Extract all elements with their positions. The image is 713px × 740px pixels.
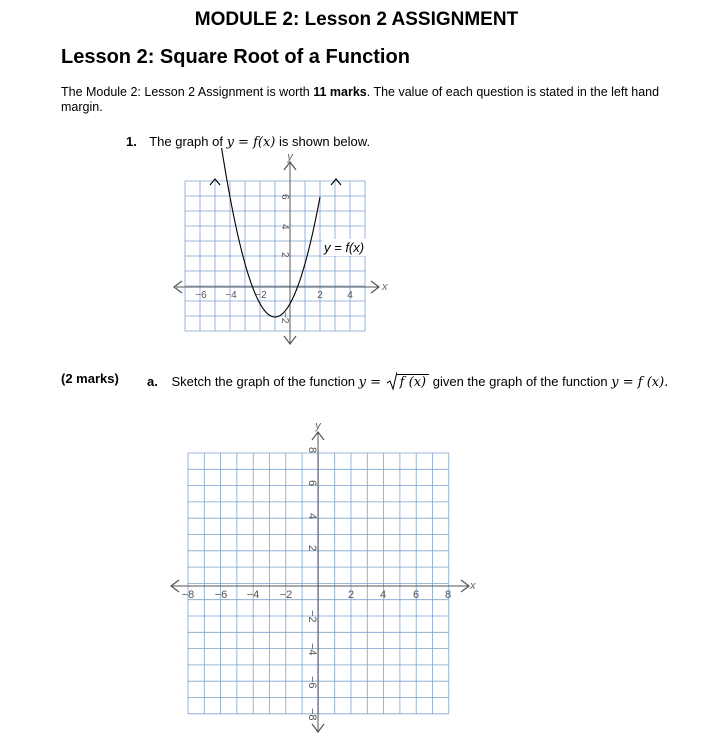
sqrt-expression [387,371,429,391]
intro-text-after: . The value of each question is stated in the left hand margin. [61,85,660,114]
graph-2-y-tick: 8 [306,447,318,454]
graph-2-x-tick: 6 [412,589,420,601]
graph-2-axes [171,432,469,732]
graph-1-y-tick: 4 [279,224,290,230]
graph-2-x-tick: −2 [279,589,293,601]
answer-grid [160,420,490,738]
graph-2-y-tick: 2 [306,545,318,552]
graph-1-x-tick: −4 [225,290,237,301]
graph-2-x-tick: −6 [214,589,228,601]
intro-paragraph [61,85,661,115]
intro-marks: 11 marks [313,85,367,99]
marks-label: (2 marks) [61,371,119,386]
graph-1-x-tick: −2 [255,290,267,301]
graph-2-x-tick: 4 [379,589,387,601]
question-text-before: The graph of [149,134,223,149]
graph-f-of-x [160,148,400,358]
part-a-equation-prefix: y = [358,375,382,390]
graph-2-y-tick: −8 [306,708,318,721]
graph-2-y-tick: −2 [306,610,318,623]
page-title: MODULE 2: Lesson 2 ASSIGNMENT [194,9,519,30]
graph-2-y-tick: 6 [306,480,318,487]
question-text-after: is shown below. [279,134,371,149]
sqrt-radical-icon [387,371,397,391]
question-equation: y = f(x) [226,135,276,150]
graph-1-y-label: y [287,151,293,163]
intro-text-before: The Module 2: Lesson 2 Assignment is worth [61,85,314,99]
sqrt-radicand: f (x) [397,374,429,390]
question-number: 1. [126,134,137,149]
graph-2-x-label: x [470,580,476,592]
question-part-a [147,371,668,391]
graph-1-x-tick: 2 [317,290,323,301]
lesson-heading: Lesson 2: Square Root of a Function [61,46,410,68]
graph-1-y-tick: −2 [279,312,290,324]
graph-1-x-tick: 4 [347,290,353,301]
curve-right-arrow-icon [331,179,341,185]
graph-2-x-tick: −8 [181,589,195,601]
graph-2-y-tick: −6 [306,676,318,689]
part-a-text-middle: given the graph of the function [432,374,608,389]
graph-1-y-tick: 2 [279,252,290,258]
graph-2-x-tick: 8 [444,589,452,601]
graph-1-y-tick: 6 [279,194,290,200]
graph-2-x-tick: −4 [246,589,260,601]
part-a-equation: y = f (x). [611,375,669,390]
graph-2-y-tick: 4 [306,513,318,520]
graph-2-x-tick: 2 [347,589,355,601]
part-letter: a. [147,374,158,389]
graph-1-x-tick: −6 [195,290,207,301]
curve-label: y = f(x) [324,240,365,255]
graph-2-y-tick: −4 [306,643,318,656]
part-a-text-before: Sketch the graph of the function [171,374,356,389]
graph-2-y-label: y [315,420,321,432]
graph-1-x-label: x [382,281,388,293]
